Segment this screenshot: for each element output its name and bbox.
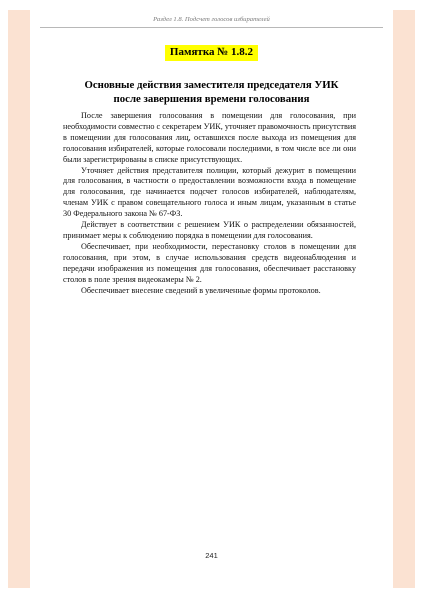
running-header: Раздел 1.8. Подсчет голосов избирателей <box>153 16 270 23</box>
left-margin-band <box>8 10 30 588</box>
paragraph: Уточняет действия представителя полиции, который дежурит в помещении для голосования, в частности о предоставлении возможности входа в помещение для голосования, где начинается подсчет голосов избирателей, наблюдателям, членам УИК с правом совещательного голоса и иным лицам, указанным в статье 30 Федерального закона № 67-ФЗ. <box>63 165 356 219</box>
page-number: 241 <box>205 551 218 560</box>
title-line-1: Основные действия заместителя председателя УИК <box>84 79 339 91</box>
header-divider <box>40 27 383 28</box>
right-margin-band <box>393 10 415 588</box>
paragraph: После завершения голосования в помещении для голосования, при необходимости совместно с секретарем УИК, уточняет правомочность присутствия в помещении для голосования лиц, оставшихся после выхода из помещения для голосования избирателей, которые голосовали последними, в том числе все ли они были зарегистрированы в списке присутствующих. <box>63 111 356 164</box>
document-body <box>63 111 356 296</box>
paragraph: Действует в соответствии с решением УИК о распределении обязанностей, принимает меры к соблюдению порядка в помещении для голосования. <box>63 220 356 240</box>
paragraph: Обеспечивает внесение сведений в увеличенные формы протоколов. <box>81 285 321 295</box>
memo-label-container <box>0 42 423 61</box>
paragraph: Обеспечивает, при необходимости, перестановку столов в помещении для голосования, при этом, в случае использования средств видеонаблюдения и передачи изображения из помещения для голосования, обеспечивает расстановку столов в поле зрения видеокамеры № 2. <box>63 241 356 284</box>
document-title <box>44 79 379 106</box>
memo-label: Памятка № 1.8.2 <box>165 45 258 61</box>
title-line-2: после завершения времени голосования <box>113 92 310 105</box>
